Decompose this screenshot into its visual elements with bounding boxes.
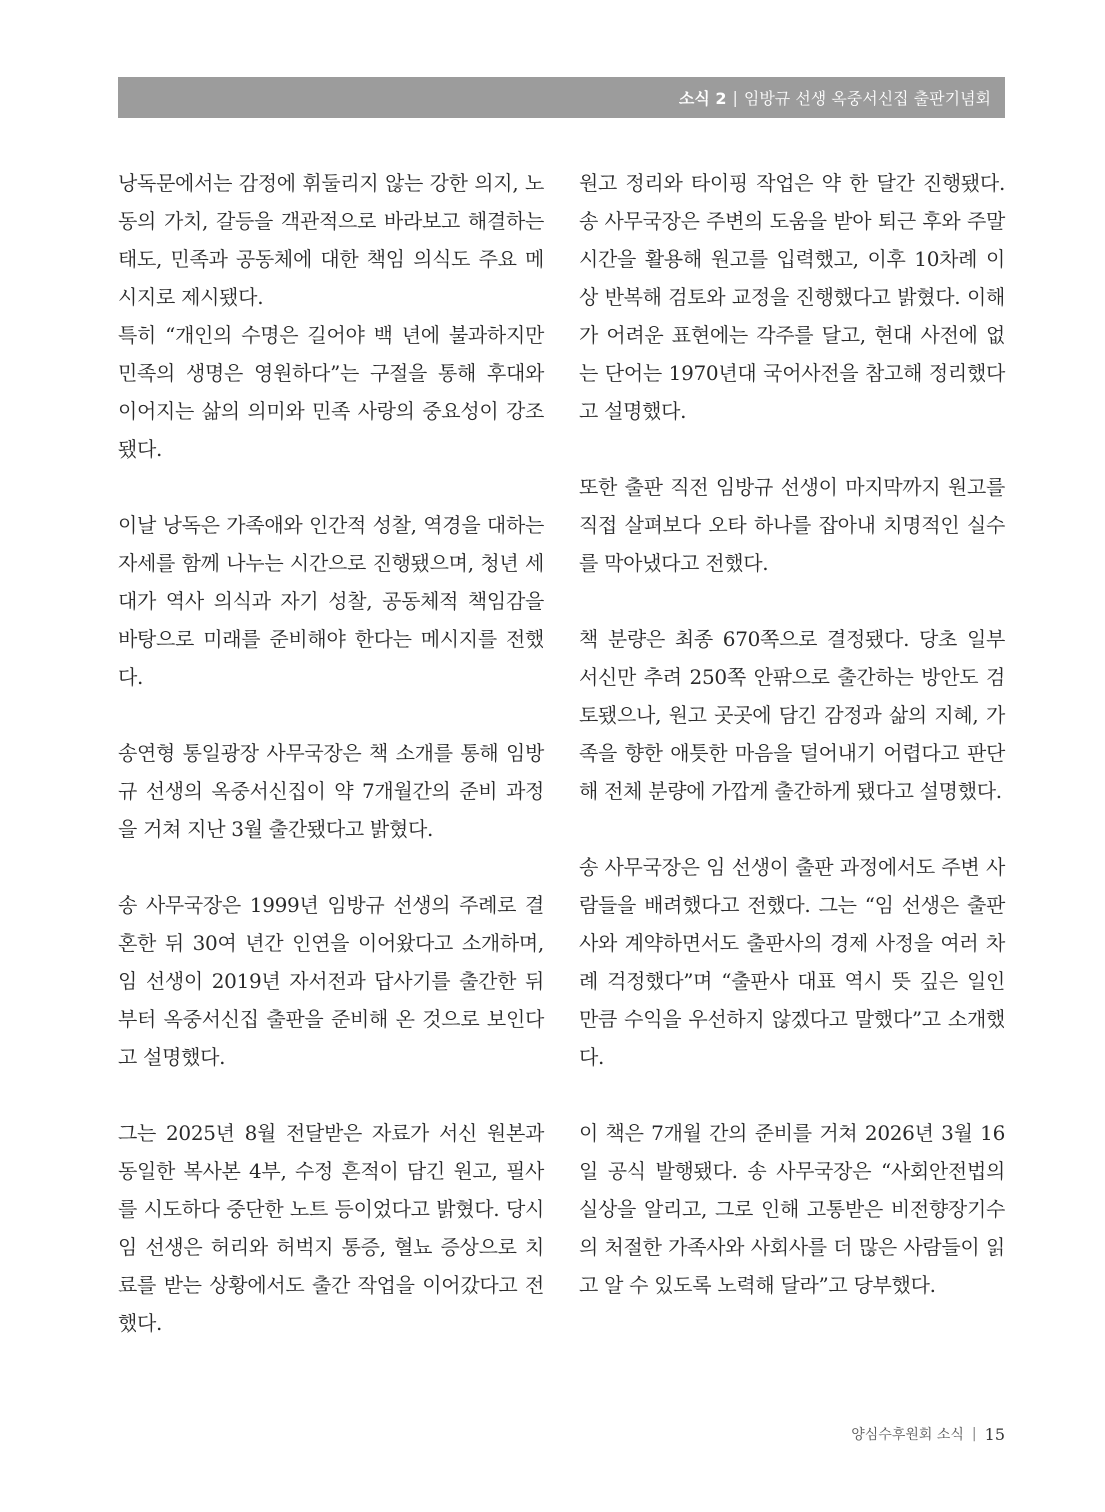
paragraph: 낭독문에서는 감정에 휘둘리지 않는 강한 의지, 노동의 가치, 갈등을 객관적으로 바라보고 해결하는 태도, 민족과 공동체에 대한 책임 의식도 주요 메시지로 제시됐다. [118,171,544,309]
paragraph: 이 책은 7개월 간의 준비를 거쳐 2026년 3월 16일 공식 발행됐다. 송 사무국장은 “사회안전법의 실상을 알리고, 그로 인해 고통받은 비전향장기수의 처절한 가족사와 사회사를 더 많은 사람들이 읽고 알 수 있도록 노력해 달라”고 당부했다. [579,1121,1005,1297]
paragraph: 또한 출판 직전 임방규 선생이 마지막까지 원고를 직접 살펴보다 오타 하나를 잡아내 치명적인 실수를 막아냈다고 전했다. [579,475,1005,575]
paragraph: 특히 “개인의 수명은 길어야 백 년에 불과하지만 민족의 생명은 영원하다”는 구절을 통해 후대와 이어지는 삶의 의미와 민족 사랑의 중요성이 강조됐다. [118,323,544,461]
footer-separator: | [971,1426,977,1442]
section-label: 소식 2 [678,89,727,108]
left-column [118,164,544,1380]
section-title: 임방규 선생 옥중서신집 출판기념회 [743,89,991,108]
paragraph: 이날 낭독은 가족애와 인간적 성찰, 역경을 대하는 자세를 함께 나누는 시간으로 진행됐으며, 청년 세대가 역사 의식과 자기 성찰, 공동체적 책임감을 바탕으로 미래를 준비해야 한다는 메시지를 전했다. [118,513,544,689]
section-header-bar [118,77,1005,118]
page-number: 15 [984,1424,1005,1444]
right-column [579,164,1005,1342]
paragraph: 책 분량은 최종 670쪽으로 결정됐다. 당초 일부 서신만 추려 250쪽 안팎으로 출간하는 방안도 검토됐으나, 원고 곳곳에 담긴 감정과 삶의 지혜, 가족을 향한 애틋한 마음을 덜어내기 어렵다고 판단해 전체 분량에 가깝게 출간하게 됐다고 설명했다. [579,627,1005,803]
paragraph: 송 사무국장은 1999년 임방규 선생의 주례로 결혼한 뒤 30여 년간 인연을 이어왔다고 소개하며, 임 선생이 2019년 자서전과 답사기를 출간한 뒤부터 옥중서신집 출판을 준비해 온 것으로 보인다고 설명했다. [118,893,544,1069]
publication-name: 양심수후원회 소식 [851,1427,964,1443]
page-footer [851,1424,1005,1444]
paragraph: 그는 2025년 8월 전달받은 자료가 서신 원본과 동일한 복사본 4부, 수정 흔적이 담긴 원고, 필사를 시도하다 중단한 노트 등이었다고 밝혔다. 당시 임 선생은 허리와 허벅지 통증, 혈뇨 증상으로 치료를 받는 상황에서도 출간 작업을 이어갔다고 전했다. [118,1121,544,1335]
header-separator: | [732,88,738,107]
paragraph: 원고 정리와 타이핑 작업은 약 한 달간 진행됐다. 송 사무국장은 주변의 도움을 받아 퇴근 후와 주말 시간을 활용해 원고를 입력했고, 이후 10차례 이상 반복해 검토와 교정을 진행했다고 밝혔다. 이해가 어려운 표현에는 각주를 달고, 현대 사전에 없는 단어는 1970년대 국어사전을 참고해 정리했다고 설명했다. [579,171,1005,423]
paragraph: 송연형 통일광장 사무국장은 책 소개를 통해 임방규 선생의 옥중서신집이 약 7개월간의 준비 과정을 거쳐 지난 3월 출간됐다고 밝혔다. [118,741,544,841]
paragraph: 송 사무국장은 임 선생이 출판 과정에서도 주변 사람들을 배려했다고 전했다. 그는 “임 선생은 출판사와 계약하면서도 출판사의 경제 사정을 여러 차례 걱정했다”며 “출판사 대표 역시 뜻 깊은 일인 만큼 수익을 우선하지 않겠다고 말했다”고 소개했다. [579,855,1005,1069]
